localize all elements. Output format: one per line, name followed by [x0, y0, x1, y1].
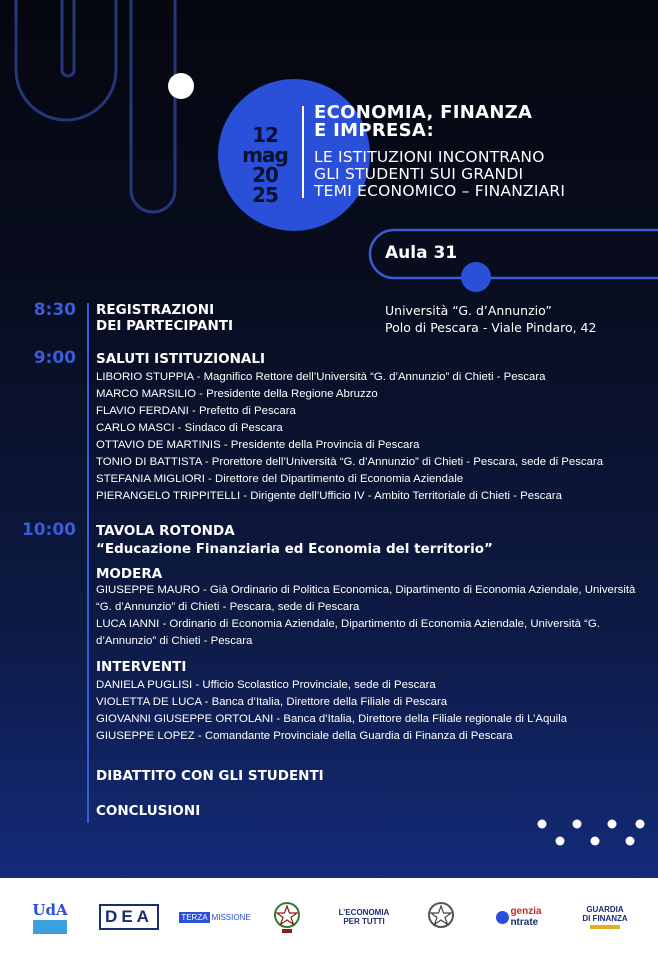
white-dot-decoration	[168, 73, 194, 99]
program-timeline-line	[87, 303, 89, 823]
subtitle-line-3: TEMI ECONOMICO – FINANZIARI	[314, 182, 566, 200]
subtitle-line-1: LE ISTITUZIONI INCONTRANO	[314, 148, 545, 166]
economia-line-2: PER TUTTI	[343, 917, 385, 926]
list-item: LIBORIO STUPPIA - Magnifico Rettore dell’Università “G. d’Annunzio” di Chieti - Pescara	[96, 371, 546, 383]
star-emblem-icon	[273, 900, 301, 934]
subtitle-line-2: GLI STUDENTI SUI GRANDI	[314, 165, 524, 183]
date-day: 12	[252, 123, 278, 147]
registrazioni-line-1: REGISTRAZIONI	[96, 302, 215, 318]
list-item: PIERANGELO TRIPPITELLI - Dirigente dell’Ufficio IV - Ambito Territoriale di Chieti - Pescara	[96, 490, 562, 502]
missione-text: MISSIONE	[211, 912, 251, 922]
agenzia-a-mark	[496, 911, 509, 924]
blue-dot-decoration	[461, 262, 491, 292]
time-1000: 10:00	[21, 520, 76, 540]
date-year-a: 20	[252, 163, 278, 187]
list-item: STEFANIA MIGLIORI - Direttore del Dipartimento di Economia Aziendale	[96, 473, 464, 485]
ministry-emblem-logo	[424, 895, 458, 939]
list-item: GIUSEPPE LOPEZ - Comandante Provinciale della Guardia di Finanza di Pescara	[96, 730, 513, 742]
economia-per-tutti-logo	[332, 895, 396, 939]
section-tavola-rotonda: TAVOLA ROTONDA	[96, 523, 235, 539]
time-0900: 9:00	[33, 348, 76, 368]
uda-logo	[30, 895, 70, 939]
section-conclusioni: CONCLUSIONI	[96, 803, 201, 819]
list-item: GIUSEPPE MAURO - Già Ordinario di Politica Economica, Dipartimento di Economia Aziendale, Università “G. d’Annunzio” di Chieti - Pescara, sede di Pescara	[96, 584, 636, 613]
list-item: VIOLETTA DE LUCA - Banca d’Italia, Direttore della Filiale di Pescara	[96, 696, 448, 708]
agenzia-entrate-logo	[484, 895, 554, 939]
time-0830: 8:30	[33, 300, 76, 320]
title-line-1: ECONOMIA, FINANZA	[314, 102, 533, 123]
list-item: FLAVIO FERDANI - Prefetto di Pescara	[96, 405, 296, 417]
dea-logo-text: DEA	[99, 904, 159, 930]
dea-logo	[98, 895, 160, 939]
venue-address	[385, 302, 596, 336]
list-item: LUCA IANNI - Ordinario di Economia Aziendale, Dipartimento di Economia Aziendale, Università “G. d’Annunzio” di Chieti - Pescara	[96, 618, 600, 647]
list-item: GIOVANNI GIUSEPPE ORTOLANI - Banca d’Italia, Direttore della Filiale regionale di L’Aquila	[96, 713, 568, 725]
dot-pattern-decoration	[530, 816, 658, 856]
interventi-list	[96, 677, 567, 745]
event-date	[225, 125, 305, 205]
modera-list	[96, 582, 636, 650]
section-registrazioni	[96, 302, 233, 334]
section-saluti: SALUTI ISTITUZIONALI	[96, 351, 265, 367]
list-item: OTTAVIO DE MARTINIS - Presidente della Provincia di Pescara	[96, 439, 420, 451]
guardia-di-finanza-logo	[578, 895, 632, 939]
round-table-topic: “Educazione Finanziaria ed Economia del territorio”	[96, 541, 493, 557]
gdf-line-1: GUARDIA	[586, 905, 624, 914]
section-modera: MODERA	[96, 566, 163, 582]
event-subtitle	[314, 149, 565, 200]
section-interventi: INTERVENTI	[96, 659, 187, 675]
agenzia-text: genzia	[510, 906, 542, 917]
venue-line-1: Università “G. d’Annunzio”	[385, 303, 552, 318]
title-divider	[302, 106, 304, 198]
title-line-2: E IMPRESA:	[314, 120, 434, 141]
repubblica-emblem-logo	[270, 895, 304, 939]
entrate-text: ntrate	[510, 917, 539, 928]
economia-line-1: L’ECONOMIA	[338, 908, 390, 917]
room-label: Aula 31	[385, 243, 458, 263]
event-title	[314, 104, 532, 140]
terza-text: TERZA	[181, 912, 208, 922]
list-item: DANIELA PUGLISI - Ufficio Scolastico Provinciale, sede di Pescara	[96, 679, 436, 691]
date-year-b: 25	[252, 183, 278, 207]
registrazioni-line-2: DEI PARTECIPANTI	[96, 318, 234, 334]
list-item: MARCO MARSILIO - Presidente della Regione Abruzzo	[96, 388, 378, 400]
emblem-icon	[427, 900, 455, 934]
section-dibattito: DIBATTITO CON GLI STUDENTI	[96, 768, 324, 784]
list-item: TONIO DI BATTISTA - Prorettore dell’Università “G. d’Annunzio” di Chieti - Pescara, sede di Pescara	[96, 456, 604, 468]
gdf-line-2: DI FINANZA	[582, 914, 628, 923]
terza-missione-logo	[181, 895, 251, 939]
list-item: CARLO MASCI - Sindaco di Pescara	[96, 422, 283, 434]
date-month: mag	[242, 143, 288, 167]
venue-line-2: Polo di Pescara - Viale Pindaro, 42	[385, 320, 597, 335]
uda-logo-text: UdA	[32, 900, 68, 919]
saluti-list	[96, 369, 603, 505]
